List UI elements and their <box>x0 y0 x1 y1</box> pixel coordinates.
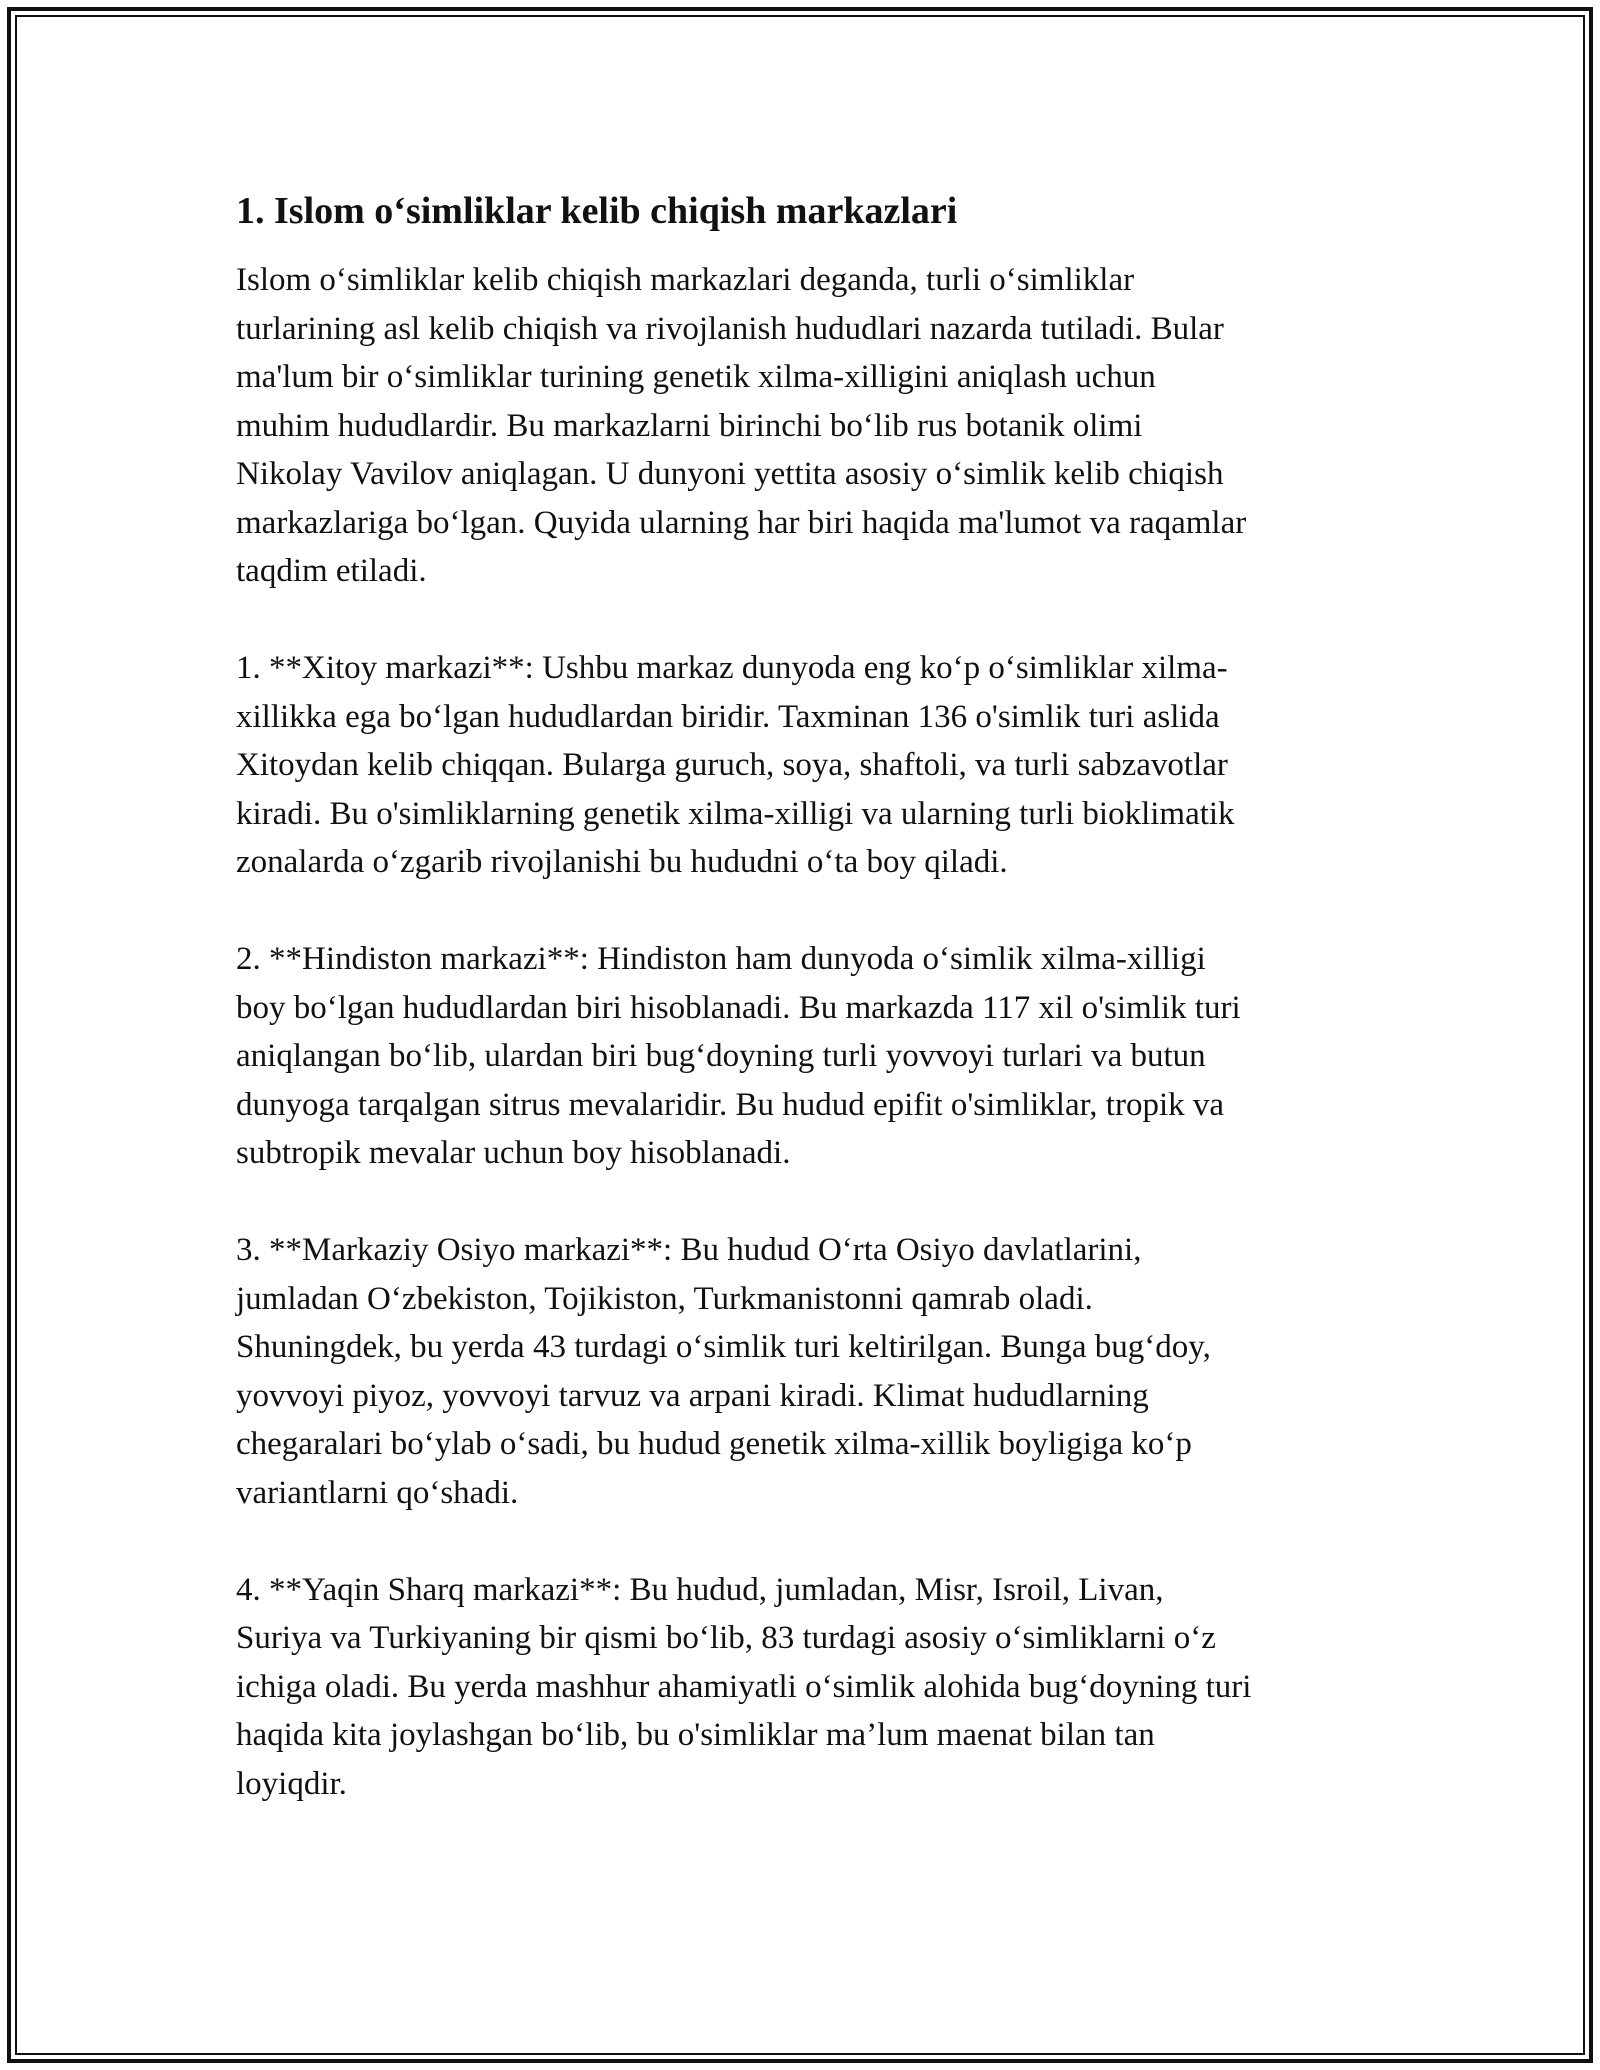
document-title: 1. Islom o‘simliklar kelib chiqish markazlari <box>236 190 958 232</box>
paragraph-india-center: 2. **Hindiston markazi**: Hindiston ham dunyoda o‘simlik xilma-xilligi boy bo‘lgan hududlardan biri hisoblanadi. Bu markazda 117 xil o'simlik turi aniqlangan bo‘lib, ulardan biri bug‘doyning turli yovvoyi turlari va butun dunyoga tarqalgan sitrus mevalaridir. Bu hudud epifit o'simliklar, tropik va subtropik mevalar uchun boy hisoblanadi. <box>236 941 1241 1171</box>
paragraph-near-east-center: 4. **Yaqin Sharq markazi**: Bu hudud, jumladan, Misr, Isroil, Livan, Suriya va Turkiyaning bir qismi bo‘lib, 83 turdagi asosiy o‘simliklarni o‘z ichiga oladi. Bu yerda mashhur ahamiyatli o‘simlik alohida bug‘doyning turi haqida kita joylashgan bo‘lib, bu o'simliklar ma’lum maenat bilan tan loyiqdir. <box>236 1571 1252 1802</box>
intro-paragraph: Islom o‘simliklar kelib chiqish markazlari deganda, turli o‘simliklar turlarining asl kelib chiqish va rivojlanish hududlari nazarda tutiladi. Bular ma'lum bir o‘simliklar turining genetik xilma-xilligini aniqlash uchun muhim hududlardir. Bu markazlarni birinchi bo‘lib rus botanik olimi Nikolay Vavilov aniqlagan. U dunyoni yettita asosiy o‘simlik kelib chiqish markazlariga bo‘lgan. Quyida ularning har biri haqida ma'lumot va raqamlar taqdim etiladi. <box>236 262 1247 589</box>
paragraph-china-center: 1. **Xitoy markazi**: Ushbu markaz dunyoda eng ko‘p o‘simliklar xilma- xillikka ega bo‘lgan hududlardan biridir. Taxminan 136 o'simlik turi aslida Xitoydan kelib chiqqan. Bularga guruch, soya, shaftoli, va turli sabzavotlar kiradi. Bu o'simliklarning genetik xilma-xilligi va ularning turli bioklimatik zonalarda o‘zgarib rivojlanishi bu hududni o‘ta boy qiladi. <box>236 650 1235 880</box>
document-body <box>236 186 1376 1857</box>
paragraph-central-asia-center: 3. **Markaziy Osiyo markazi**: Bu hudud O‘rta Osiyo davlatlarini, jumladan O‘zbekiston, Tojikiston, Turkmanistonni qamrab oladi. Shuningdek, bu yerda 43 turdagi o‘simlik turi keltirilgan. Bunga bug‘doy, yovvoyi piyoz, yovvoyi tarvuz va arpani kiradi. Klimat hududlarning chegaralari bo‘ylab o‘sadi, bu hudud genetik xilma-xillik boyligiga ko‘p variantlarni qo‘shadi. <box>236 1232 1211 1511</box>
